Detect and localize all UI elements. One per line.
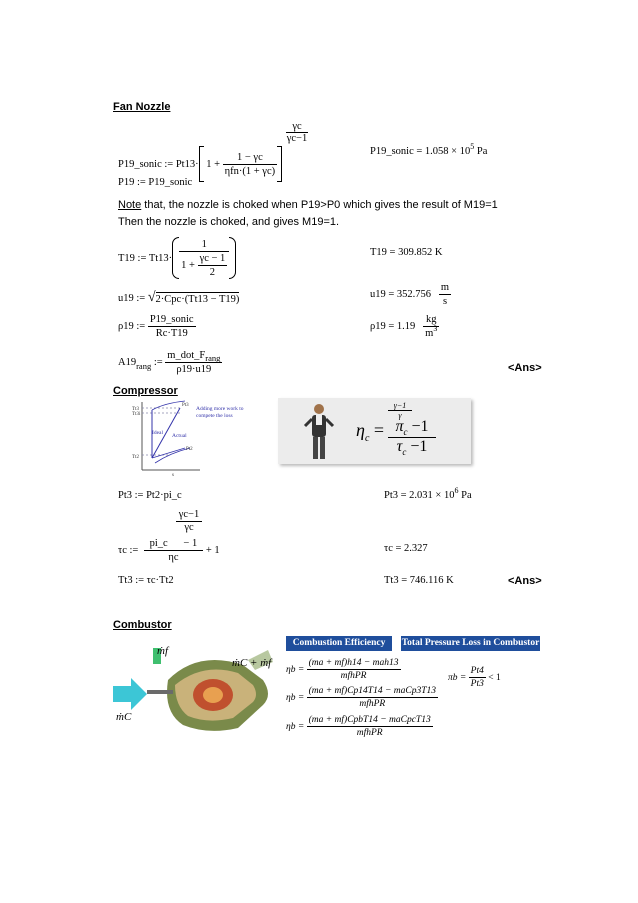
bracket-left — [199, 146, 204, 182]
p19-result-exp: 5 — [470, 142, 475, 151]
one-plus: 1 + — [206, 158, 221, 170]
rho19-unit-exp: 3 — [433, 324, 438, 333]
denominator-minus-one: −1 — [410, 438, 428, 455]
eq2-den: mfhPR — [359, 699, 386, 709]
tau-pi: pi_c — [149, 538, 168, 549]
svg-text:Tt3: Tt3 — [132, 407, 139, 412]
graph-note-2: compete the loss — [196, 413, 233, 419]
eq1-num: (ma + mf)h14 − mah13 — [308, 658, 399, 668]
a19-lhs: A19 — [118, 357, 137, 368]
tau-plus: + 1 — [205, 545, 220, 556]
mc-label: ṁC — [116, 711, 132, 723]
eq1-fraction — [307, 658, 401, 681]
t19-inner-fraction — [198, 253, 228, 278]
svg-text:s: s — [172, 473, 174, 478]
ans-compressor: <Ans> — [508, 575, 542, 587]
rho19-unit-num: kg — [423, 314, 439, 327]
pi-b-den: Pt3 — [470, 679, 484, 689]
t19-formula — [118, 236, 236, 280]
a19-den: ρ19·u19 — [176, 364, 212, 375]
eq1-den: mfhPR — [340, 671, 367, 681]
combustor-illustration — [113, 640, 283, 740]
u19-unit-num: m — [440, 282, 450, 293]
a19-num-sub: rang — [205, 353, 221, 363]
svg-text:Pt3: Pt3 — [182, 403, 189, 408]
eta-c-label: $\eta_c$ = — [356, 420, 385, 444]
tau-num — [144, 538, 204, 551]
u19-result — [370, 282, 451, 307]
eq2-num: (ma + mf)Cp14T14 − maCp3T13 — [308, 686, 436, 696]
note-line — [118, 199, 498, 211]
eq1-lhs: ηb = — [286, 664, 305, 675]
presenter-figure — [302, 402, 336, 462]
eq3-den: mfhPR — [356, 728, 383, 738]
tau-minus: − 1 — [183, 538, 198, 549]
a19-fraction — [165, 350, 222, 375]
a19-formula — [118, 350, 222, 375]
svg-text:Pt2: Pt2 — [186, 447, 193, 452]
graph-note — [196, 406, 244, 420]
p19-result-unit: Pa — [476, 146, 488, 157]
rho19-lhs: ρ19 := — [118, 321, 146, 332]
pt3-result — [384, 486, 472, 501]
tau-fraction — [144, 538, 204, 563]
formula-exp-den: γ — [398, 411, 402, 420]
combustion-efficiency-title: Combustion Efficiency — [286, 636, 392, 651]
p19-exp-num: γc — [286, 121, 308, 133]
mf-label: ṁf — [157, 645, 168, 657]
formula-exp-num: γ−1 — [388, 401, 412, 411]
bracket-right — [277, 146, 282, 182]
a19-num-text: m_dot_F — [167, 350, 206, 361]
p19-num: 1 − γc — [223, 152, 277, 165]
t19-inner-num: γc − 1 — [199, 252, 226, 264]
svg-text:Tt3i: Tt3i — [132, 412, 141, 417]
eta-c-denominator — [388, 438, 436, 456]
mc-mf-label: ṁC + ṁf — [232, 657, 272, 669]
t19-lhs: T19 := Tt13· — [118, 252, 173, 264]
p19-result-lhs: P19_sonic = 1.058 × 10 — [370, 146, 471, 157]
rho19-unit — [423, 314, 439, 339]
tau-exponent — [176, 509, 202, 534]
graph-ideal-label: Ideal — [152, 430, 163, 436]
rho19-result — [370, 314, 439, 339]
section-heading-compressor: Compressor — [113, 385, 178, 397]
pi-b-num: Pt4 — [470, 666, 484, 676]
tau-lhs: τc := — [118, 545, 139, 556]
graph-note-1: Adding more work to — [196, 406, 244, 412]
rho19-unit-den-text: m — [425, 328, 434, 339]
eq3-fraction — [307, 715, 433, 738]
a19-num — [165, 350, 222, 363]
paren-right — [229, 237, 236, 279]
graph-actual-label: Actual — [172, 433, 187, 439]
t19-fraction — [179, 239, 229, 278]
eq2 — [286, 686, 438, 709]
tau-exp-den: γc — [184, 522, 194, 533]
t19-result: T19 = 309.852 K — [370, 247, 443, 258]
p19-result — [370, 142, 488, 157]
rho19-fraction — [148, 314, 196, 339]
rho19-formula — [118, 314, 196, 339]
tt3-result: Tt3 = 746.116 K — [384, 575, 454, 586]
eta-c-fraction — [388, 418, 436, 456]
eq2-fraction — [307, 686, 438, 709]
tt3-lhs: Tt3 := τc·Tt2 — [118, 575, 174, 586]
t19-den-one: 1 + — [181, 259, 195, 271]
pi-b-fraction — [469, 666, 486, 689]
eq2-lhs: ηb = — [286, 692, 305, 703]
p19-exponent — [286, 121, 308, 144]
p19-den: ηfn·(1 + γc) — [224, 165, 276, 177]
pi-symbol: π — [395, 418, 404, 435]
u19-formula — [118, 290, 239, 306]
u19-unit-den: s — [442, 296, 448, 307]
t19-inner-den: 2 — [209, 266, 216, 278]
u19-unit — [439, 282, 451, 307]
pt3-result-value: Pt3 = 2.031 × 10 — [384, 490, 455, 501]
eta-sub: c — [364, 433, 370, 444]
pi-sub: c — [403, 427, 408, 437]
then-line: Then the nozzle is choked, and gives M19=1. — [118, 216, 340, 228]
pi-b-lhs: πb = — [448, 672, 467, 683]
u19-result-value: u19 = 352.756 — [370, 289, 432, 300]
paren-left — [172, 237, 179, 279]
pt3-result-exp: 6 — [454, 486, 459, 495]
t19-den — [179, 252, 229, 278]
tau-formula — [118, 538, 220, 563]
numerator-minus-one: −1 — [411, 418, 429, 435]
p19-fraction — [223, 152, 277, 177]
eta-c-numerator — [388, 418, 436, 438]
rho19-num: P19_sonic — [149, 314, 194, 325]
tau-symbol: τ — [396, 438, 403, 455]
sqrt-icon: √ — [147, 290, 156, 305]
tau-exp-num: γc−1 — [176, 509, 202, 522]
p19-exp-den: γc−1 — [286, 133, 308, 144]
eq3-lhs: ηb = — [286, 721, 305, 732]
rho19-den: Rc·T19 — [155, 328, 188, 339]
tau-den: ηc — [168, 552, 179, 563]
note-label: Note — [118, 199, 142, 211]
note-text: that, the nozzle is choked when P19>P0 which gives the result of M19=1 — [141, 199, 498, 211]
pt3-result-unit: Pa — [461, 490, 472, 501]
pressure-loss-title: Total Pressure Loss in Combustor — [401, 636, 540, 651]
u19-lhs: u19 := — [118, 292, 146, 304]
u19-radicand: 2·Cpc·(Tt13 − T19) — [155, 293, 240, 305]
p19-lhs: P19_sonic := — [118, 158, 174, 170]
t19-num: 1 — [179, 239, 229, 252]
a19-assign: := — [153, 357, 163, 368]
a19-sub: rang — [136, 360, 152, 371]
pt13: Pt13· — [175, 158, 199, 170]
pi-b-lt: < 1 — [488, 672, 501, 683]
ans-fan-nozzle: <Ans> — [508, 362, 542, 374]
svg-text:Tt2: Tt2 — [132, 455, 139, 460]
p19-assign: P19 := P19_sonic — [118, 177, 193, 188]
section-heading-combustor: Combustor — [113, 619, 172, 631]
section-heading-fan-nozzle: Fan Nozzle — [113, 101, 171, 113]
tau-sub: c — [402, 447, 407, 457]
rho19-result-value: ρ19 = 1.19 — [370, 321, 416, 332]
pi-b-equation — [448, 666, 501, 689]
pt3-lhs: Pt3 := Pt2·pi_c — [118, 490, 182, 501]
tau-result: τc = 2.327 — [384, 543, 428, 554]
eq1 — [286, 658, 401, 681]
eq3 — [286, 715, 433, 738]
rho19-unit-den — [423, 324, 439, 339]
eq3-num: (ma + mf)CpbT14 − maCpcT13 — [308, 715, 431, 725]
eta-symbol: η — [356, 420, 365, 440]
